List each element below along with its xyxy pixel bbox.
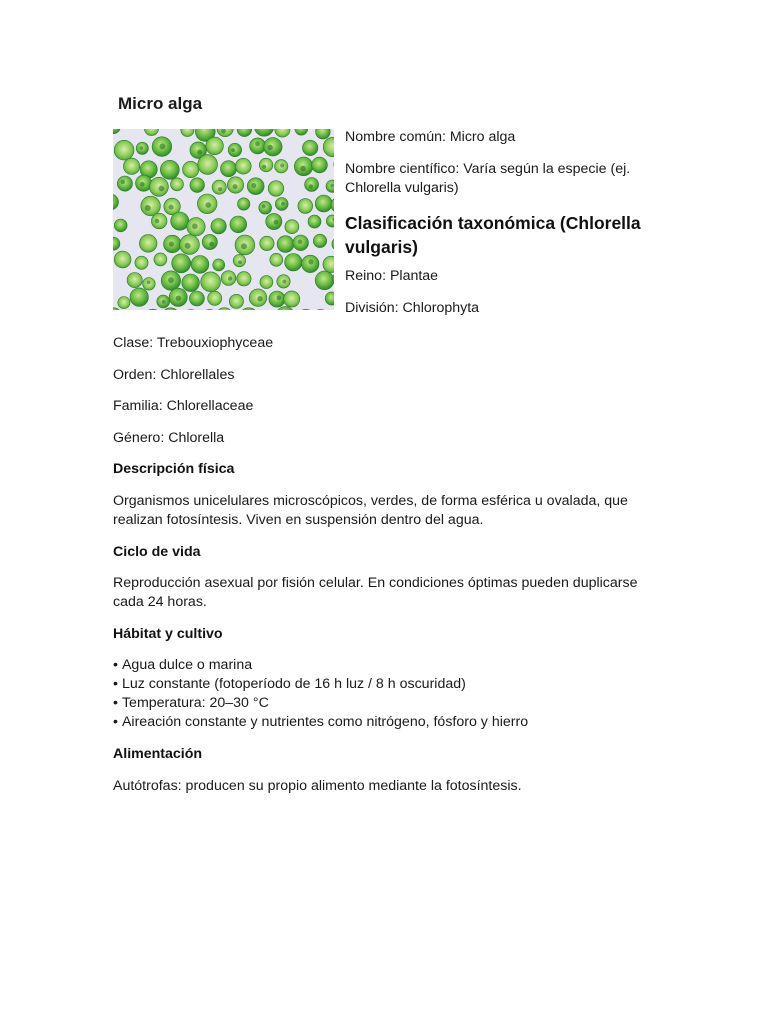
ciclo-heading: Ciclo de vida bbox=[113, 543, 201, 560]
algae-cell bbox=[183, 161, 199, 177]
algae-cell bbox=[127, 273, 142, 288]
algae-cell bbox=[213, 259, 225, 271]
habitat-heading: Hábitat y cultivo bbox=[113, 625, 223, 642]
algae-cell bbox=[208, 291, 222, 305]
scientific-name: Nombre científico: Varía según la especie (ej. Chlorella vulgaris) bbox=[345, 161, 631, 196]
taxonomy-familia: Familia: Chlorellaceae bbox=[113, 398, 254, 415]
algae-cell bbox=[235, 158, 251, 174]
algae-cell bbox=[114, 140, 134, 160]
algae-cell-nucleus bbox=[280, 164, 284, 168]
algae-cell-nucleus bbox=[233, 184, 238, 189]
algae-cell-nucleus bbox=[145, 205, 151, 211]
algae-cell-nucleus bbox=[209, 242, 214, 247]
algae-cell bbox=[238, 198, 250, 210]
algae-cell bbox=[201, 272, 221, 292]
algae-cell-nucleus bbox=[238, 260, 242, 264]
algae-cell-nucleus bbox=[300, 166, 306, 172]
algae-cell bbox=[312, 157, 328, 173]
document-body bbox=[113, 334, 653, 808]
descripcion-heading: Descripción física bbox=[113, 461, 235, 478]
algae-micrograph bbox=[113, 129, 334, 310]
list-item: • Aireación constante y nutrientes como nitrógeno, fósforo y hierro bbox=[113, 714, 529, 731]
habitat-list bbox=[113, 656, 653, 732]
algae-cell bbox=[114, 219, 127, 232]
algae-cell bbox=[230, 216, 247, 233]
taxonomy-genero: Género: Chlorella bbox=[113, 429, 225, 446]
algae-cell-nucleus bbox=[218, 187, 222, 191]
algae-cell bbox=[171, 178, 184, 191]
algae-cell-nucleus bbox=[308, 259, 313, 264]
algae-cell-nucleus bbox=[267, 145, 272, 150]
algae-cell bbox=[308, 215, 321, 228]
algae-cell bbox=[160, 160, 179, 179]
algae-cell bbox=[123, 158, 139, 174]
algae-cell-nucleus bbox=[257, 296, 262, 301]
algae-cell-nucleus bbox=[251, 183, 256, 188]
algae-cell bbox=[118, 297, 130, 309]
algae-cell bbox=[141, 196, 161, 216]
algae-cell bbox=[139, 235, 157, 253]
algae-cell bbox=[229, 294, 243, 308]
taxonomy-division: División: Chlorophyta bbox=[345, 300, 480, 316]
algae-cell bbox=[270, 253, 283, 266]
algae-cell-nucleus bbox=[205, 202, 211, 208]
species-summary bbox=[345, 128, 645, 331]
algae-cell bbox=[259, 201, 272, 214]
algae-cell-nucleus bbox=[192, 223, 198, 229]
descripcion-text: Organismos unicelulares microscópicos, verdes, de forma esférica u ovalada, que realizan fotosíntesis. Viven en suspensión dentro del agua. bbox=[113, 492, 628, 528]
algae-cell bbox=[221, 161, 237, 177]
taxonomy-reino: Reino: Plantae bbox=[345, 268, 439, 284]
algae-cell bbox=[202, 234, 217, 249]
algae-cell bbox=[303, 140, 318, 155]
algae-cell bbox=[198, 155, 218, 175]
algae-cell bbox=[190, 178, 205, 193]
algae-cell-nucleus bbox=[281, 202, 285, 206]
algae-cell-nucleus bbox=[274, 220, 279, 225]
algae-cell bbox=[277, 236, 294, 253]
algae-cell bbox=[260, 236, 274, 250]
algae-cell-nucleus bbox=[147, 281, 151, 285]
algae-cell-nucleus bbox=[160, 143, 166, 149]
algae-cell bbox=[268, 181, 284, 197]
algae-cell-nucleus bbox=[121, 180, 126, 185]
algae-cell bbox=[191, 256, 209, 274]
algae-cell bbox=[135, 256, 148, 269]
algae-cell-nucleus bbox=[168, 277, 174, 283]
algae-cell-nucleus bbox=[155, 219, 160, 224]
algae-cell-nucleus bbox=[197, 150, 202, 155]
alimentacion-heading: Alimentación bbox=[113, 745, 203, 762]
algae-cell bbox=[211, 219, 226, 234]
algae-cell bbox=[172, 254, 191, 273]
algae-cell-nucleus bbox=[159, 186, 165, 192]
algae-cell bbox=[182, 274, 200, 292]
algae-cell bbox=[305, 178, 319, 192]
list-item: • Luz constante (fotoperíodo de 16 h luz / 8 h oscuridad) bbox=[113, 676, 466, 693]
algae-cell-nucleus bbox=[140, 182, 145, 187]
algae-cell bbox=[206, 137, 224, 155]
algae-cell bbox=[260, 276, 273, 289]
taxonomy-heading: Clasificación taxonómica (Chlorella vulgaris) bbox=[345, 213, 641, 257]
taxonomy-orden: Orden: Chlorellales bbox=[113, 366, 235, 383]
algae-cell bbox=[154, 253, 167, 266]
algae-cell-nucleus bbox=[185, 243, 191, 249]
algae-cell bbox=[264, 138, 282, 156]
algae-cell bbox=[130, 288, 148, 306]
list-item: • Agua dulce o marina bbox=[113, 657, 253, 674]
alimentacion-text: Autótrofas: producen su propio alimento mediante la fotosíntesis. bbox=[113, 777, 522, 794]
algae-cell bbox=[237, 272, 251, 286]
algae-cell-nucleus bbox=[176, 296, 181, 301]
algae-cell-nucleus bbox=[169, 205, 174, 210]
algae-cell bbox=[114, 251, 131, 268]
taxonomy-clase: Clase: Trebouxiophyceae bbox=[113, 335, 274, 351]
algae-cell-nucleus bbox=[241, 243, 247, 249]
algae-cell bbox=[212, 180, 226, 194]
algae-cell-nucleus bbox=[330, 184, 334, 188]
algae-cell-nucleus bbox=[140, 146, 144, 150]
algae-cell bbox=[285, 220, 299, 234]
algae-cell-nucleus bbox=[262, 165, 266, 169]
algae-cell bbox=[189, 291, 204, 306]
algae-cell bbox=[298, 199, 313, 214]
ciclo-text: Reproducción asexual por fisión celular. En condiciones óptimas pueden duplicarse cada 24 horas. bbox=[113, 575, 638, 611]
algae-cell bbox=[315, 271, 334, 290]
algae-cell bbox=[259, 158, 273, 172]
algae-cell-nucleus bbox=[162, 300, 166, 304]
page-title: Micro alga bbox=[118, 94, 203, 113]
algae-cell bbox=[285, 254, 302, 271]
algae-micrograph-graphic bbox=[113, 129, 334, 310]
algae-cell bbox=[171, 212, 189, 230]
algae-cell-nucleus bbox=[309, 184, 313, 188]
algae-cell bbox=[313, 234, 326, 247]
algae-cell-nucleus bbox=[231, 148, 235, 152]
algae-cell-nucleus bbox=[169, 241, 174, 246]
algae-cell-nucleus bbox=[228, 276, 232, 280]
algae-cell bbox=[315, 195, 332, 212]
algae-cell bbox=[284, 291, 300, 307]
algae-cell-nucleus bbox=[255, 141, 260, 146]
algae-cell-nucleus bbox=[276, 295, 281, 300]
common-name: Nombre común: Micro alga bbox=[345, 129, 516, 145]
list-item: • Temperatura: 20–30 °C bbox=[113, 695, 269, 712]
algae-cell bbox=[117, 176, 132, 191]
algae-cell-nucleus bbox=[282, 280, 286, 284]
algae-cell-nucleus bbox=[262, 204, 266, 208]
algae-cell-nucleus bbox=[298, 239, 303, 244]
algae-cell bbox=[149, 177, 168, 196]
